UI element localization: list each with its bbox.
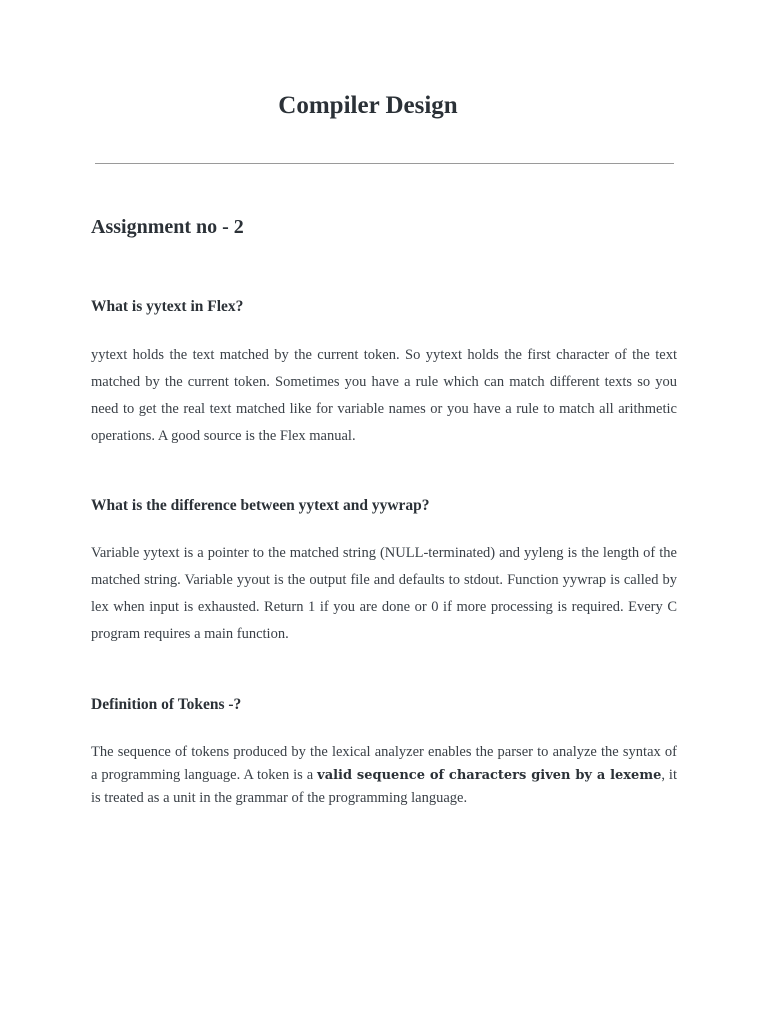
question-heading: What is yytext in Flex?: [91, 298, 244, 315]
assignment-heading: Assignment no - 2: [91, 216, 244, 238]
answer-text: The sequence of tokens produced by the lexical analyzer enables the parser to analyze the syntax of a programming language. A token is a: [91, 744, 677, 783]
answer-paragraph: yytext holds the text matched by the current token. So yytext holds the first character of the text matched by the current token. Sometimes you have a rule which can match different texts so you need to get the real text matched like for variable names or you have a rule to match all arithmetic operations. A good source is the Flex manual.: [91, 347, 677, 444]
answer-paragraph: [91, 741, 677, 810]
title-divider: [95, 163, 674, 164]
question-heading: Definition of Tokens -?: [91, 696, 242, 713]
question-heading: What is the difference between yytext and yywrap?: [91, 497, 430, 514]
answer-text: , it is treated as a unit in the grammar of the programming language.: [91, 766, 677, 806]
answer-emphasis: valid sequence of characters given by a lexeme: [317, 767, 662, 783]
document-title: Compiler Design: [278, 92, 458, 119]
answer-paragraph: Variable yytext is a pointer to the matched string (NULL-terminated) and yyleng is the length of the matched string. Variable yyout is the output file and defaults to stdout. Function yywrap is called by lex when input is exhausted. Return 1 if you are done or 0 if more processing is required. Every C program requires a main function.: [91, 545, 677, 642]
